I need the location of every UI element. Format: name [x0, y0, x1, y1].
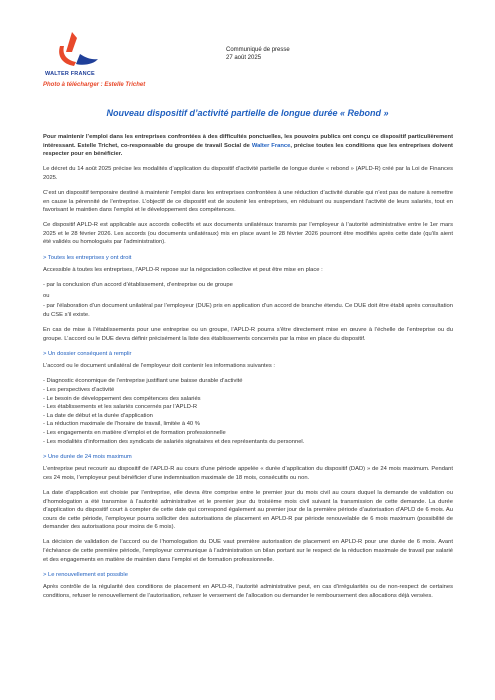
section1-option-accord: - par la conclusion d’un accord d’établissement, d’entreprise ou de groupe	[43, 282, 233, 289]
walter-france-logo	[52, 28, 102, 72]
section3-paragraph-2: La date d’application est choisie par l’entreprise, elle devra être comprise entre le premier jour du mois civil au cours duquel la demande de validation ou d’homologation a été transmise à l’autorité administrative et le premier jour du troisième mois civil suivant la transmission de cette demande. La durée d’application du dispositif court à compter de cette date qui correspond également au premier jour de la première période d’autorisation d’APLD de 6 mois. Au cours de cette période, l’employeur pourra solliciter des autorisations de placement en APLD-R par période renouvelable de 6 mois maximum (possibilité de demander des autorisations pour moins de 6 mois).	[43, 490, 453, 531]
section1-paragraph-2: En cas de mise à l’établissements pour une entreprise ou un groupe, l’APLD-R pourra s’être directement mise en œuvre à l’échelle de l’entreprise ou du groupe. L’accord ou le DUE devra définir précisément la liste des établissements concernés par la mise en place du dispositif.	[43, 327, 453, 342]
walter-france-link[interactable]: Walter France	[251, 142, 291, 149]
list-item: - Les modalités d’information des syndicats de salariés signataires et des représentants du personnel.	[43, 438, 305, 445]
section4-paragraph: Après contrôle de la régularité des conditions de placement en APLD-R, l’autorité administrative peut, en cas d’irrégularités ou de non-respect de certaines conditions, refuser le renouvellement de l’autorisation, refuser le versement de l’allocation ou demander le remboursement des allocations déjà versées.	[43, 584, 453, 599]
paragraph-applicability: Ce dispositif APLD-R est applicable aux accords collectifs et aux documents unilatéraux transmis par l’employeur à l’autorité administrative entre le 1er mars 2025 et le 28 février 2026. Les accords (ou documents unilatéraux) mis en place avant le 28 février 2026 pourront être modifiés après cette date (qu’ils aient été validés ou homologués par l’administration).	[43, 222, 453, 246]
section-heading-duree: > Une durée de 24 mois maximum	[43, 453, 132, 460]
list-item: - La réduction maximale de l’horaire de travail, limitée à 40 %	[43, 421, 200, 428]
section3-paragraph-1: L’entreprise peut recourir au dispositif de l’APLD-R au cours d’une période appelée « durée d’application du dispositif (DAD) » de 24 mois maximum. Pendant ces 24 mois, l’employeur peut bénéficier d’une indemnisation maximale de 18 mois, consécutifs ou non.	[43, 466, 453, 481]
doc-type: Communiqué de presse	[226, 47, 290, 53]
list-item: - Les établissements et les salariés concernés par l’APLD-R	[43, 404, 198, 411]
section-heading-entreprises: > Toutes les entreprises y ont droit	[43, 254, 132, 261]
page-title: Nouveau dispositif d’activité partielle de longue durée « Rebond »	[106, 108, 389, 118]
list-item: - Les engagements en matière d’emploi et de formation professionnelle	[43, 430, 226, 437]
list-item: - Les perspectives d’activité	[43, 387, 115, 394]
list-item: - La date de début et la durée d’application	[43, 412, 153, 419]
section2-list	[43, 377, 453, 446]
section1-option-due: - par l’élaboration d’un document unilatéral par l’employeur (DUE) pris en application d’un accord de branche étendu. Ce DUE doit être établi après consultation du CSE s’il existe.	[43, 303, 453, 318]
press-meta	[226, 46, 290, 62]
article-body	[43, 133, 453, 607]
list-item: - Le besoin de développement des compétences des salariés	[43, 395, 201, 402]
section2-paragraph: L’accord ou le document unilatéral de l’employeur doit contenir les informations suivantes :	[43, 363, 276, 370]
photo-download-link[interactable]: Photo à télécharger : Estelle Trichet	[43, 82, 146, 88]
logo-wordmark: WALTER FRANCE	[45, 71, 95, 77]
list-item: - Diagnostic économique de l’entreprise justifiant une baisse durable d’activité	[43, 378, 243, 385]
paragraph-decree: Le décret du 14 août 2025 précise les modalités d’application du dispositif d’activité partielle de longue durée « rebond » (APLD-R) créé par la Loi de Finances 2025.	[43, 166, 453, 181]
intro-text-1: Pour maintenir l’emploi dans les entreprises confrontées à des difficultés ponctuelles, les pouvoirs publics ont conçu ce dispositif particulièrement intéressant. Estelle Trichet, co-responsable du groupe de travail Social de	[43, 134, 453, 149]
release-date: 27 août 2025	[226, 55, 262, 61]
intro-text-2: , précise toutes les conditions que les entreprises doivent respecter pour en bénéficier.	[43, 142, 453, 158]
section3-paragraph-3: La décision de validation de l’accord ou de l’homologation du DUE vaut première autorisation de placement en APLD-R pour une durée de 6 mois. Avant l’échéance de cette première période, l’employeur communique à l’administration un bilan portant sur le respect de la réduction maximale de travail par salarié et des engagements en matière de maintien dans l’emploi et de formation professionnelle.	[43, 539, 453, 563]
section1-paragraph: Accessible à toutes les entreprises, l’APLD-R repose sur la négociation collective et peut être mise en place :	[43, 267, 323, 274]
section1-or: ou	[43, 292, 50, 299]
paragraph-objective: C’est un dispositif temporaire destiné à maintenir l’emploi dans les entreprises confrontées à une réduction d’activité durable qui n’est pas de nature à remettre en cause la pérennité de l’entreprise. L’objectif de ce dispositif est de soutenir les entreprises, en réduisant ou suspendant l’activité de leurs salariés, tout en favorisant le maintien dans l’emploi et le développement des compétences.	[43, 189, 453, 214]
section-heading-dossier: > Un dossier conséquent à remplir	[43, 350, 132, 357]
section-heading-renouvellement: > Le renouvellement est possible	[43, 571, 128, 578]
intro-paragraph	[43, 133, 453, 159]
